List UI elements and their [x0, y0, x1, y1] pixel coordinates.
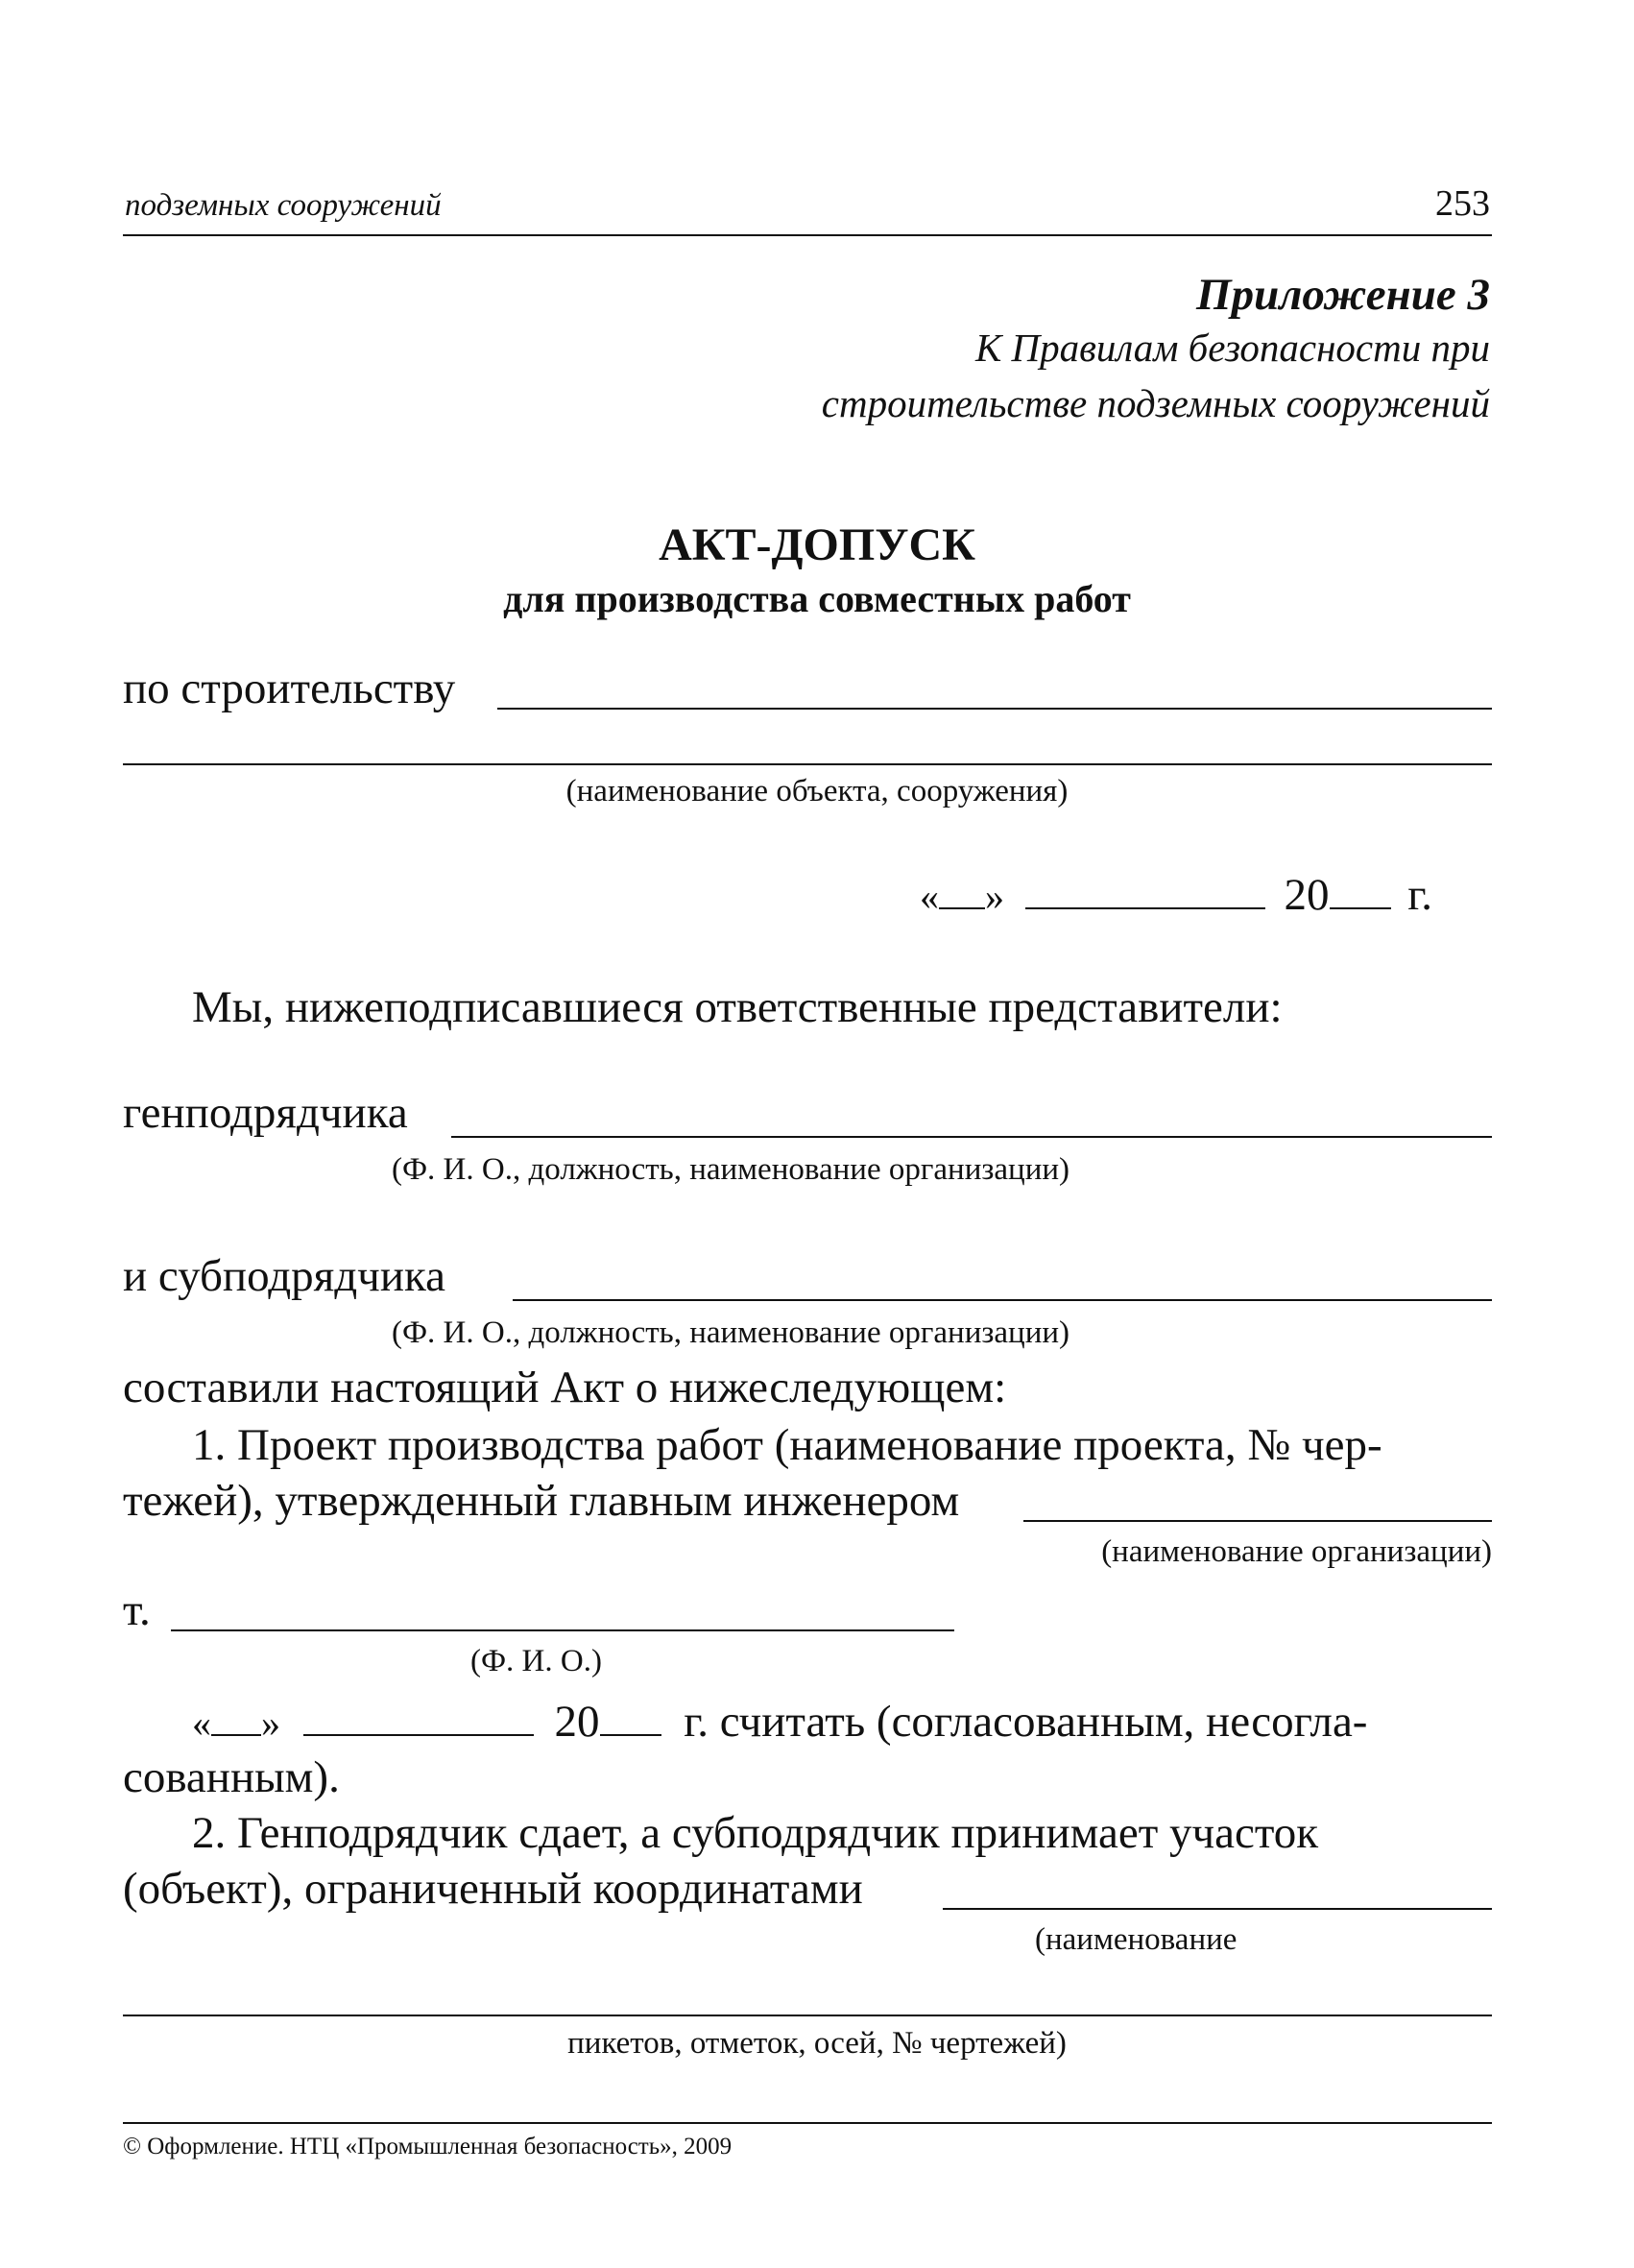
item1-year-blank [600, 1734, 661, 1736]
construction-field [123, 663, 455, 714]
org-blank [1023, 1520, 1492, 1522]
coords-blank-2 [123, 2015, 1492, 2016]
item1-day-blank [211, 1734, 261, 1736]
person-caption-2: (Ф. И. О., должность, наименование организации) [392, 1315, 1070, 1350]
footer-rule [123, 2122, 1492, 2124]
document-subtitle: для производства совместных работ [503, 577, 1131, 620]
appendix-ref-line2: строительстве подземных сооружений [821, 381, 1490, 425]
composed-text: составили настоящий Акт о нижеследующем: [123, 1363, 1007, 1412]
item1-date-suffix: г. считать (согласованным, несогла- [684, 1697, 1368, 1747]
t-blank [171, 1629, 954, 1631]
appendix-label: Приложение 3 [1196, 270, 1490, 320]
item1-line2: тежей), утвержденный главным инженером [123, 1476, 960, 1526]
fio-caption: (Ф. И. О.) [470, 1644, 602, 1678]
date-year-suffix: г. [1407, 870, 1432, 920]
date-line [920, 869, 1432, 921]
construction-blank [497, 708, 1492, 710]
item1-date-close-quote: » [261, 1701, 280, 1745]
org-caption: (наименование организации) [1101, 1534, 1492, 1569]
item1-year-prefix: 20 [554, 1697, 600, 1747]
coords-blank [943, 1908, 1492, 1910]
document-title: АКТ-ДОПУСК [659, 519, 975, 570]
item2-line2: (объект), ограниченный координатами [123, 1864, 863, 1914]
general-contractor-blank [451, 1136, 1492, 1138]
header-rule [123, 234, 1492, 236]
page-number: 253 [1435, 183, 1490, 224]
general-contractor-label: генподрядчика [123, 1088, 408, 1138]
person-caption-1: (Ф. И. О., должность, наименование организации) [392, 1152, 1070, 1187]
item1-date-line [192, 1696, 1367, 1748]
running-title: подземных сооружений [125, 188, 442, 223]
intro-text: Мы, нижеподписавшиеся ответственные представители: [192, 982, 1283, 1032]
construction-blank-2 [123, 763, 1492, 765]
item1-line1: 1. Проект производства работ (наименование проекта, № чер- [192, 1420, 1382, 1470]
naming-caption: (наименование [1035, 1922, 1238, 1957]
date-year-prefix: 20 [1284, 870, 1330, 920]
appendix-ref-line1: К Правилам безопасности при [974, 326, 1490, 370]
item1-month-blank [303, 1734, 534, 1736]
item1-date-open-quote: « [192, 1701, 211, 1745]
date-open-quote: « [920, 875, 939, 918]
date-month-blank [1025, 907, 1265, 909]
date-year-blank [1330, 907, 1391, 909]
construction-label: по строительству [123, 664, 456, 713]
date-close-quote: » [985, 875, 1004, 918]
footer-copyright: © Оформление. НТЦ «Промышленная безопасность», 2009 [123, 2134, 733, 2159]
item1-line4: сованным). [123, 1752, 340, 1802]
object-caption: (наименование объекта, сооружения) [565, 774, 1069, 808]
subcontractor-label: и субподрядчика [123, 1251, 445, 1301]
subcontractor-blank [513, 1299, 1492, 1301]
item2-line1: 2. Генподрядчик сдает, а субподрядчик принимает участок [192, 1808, 1319, 1858]
t-label: т. [123, 1585, 151, 1635]
date-day-blank [939, 907, 985, 909]
pickets-caption: пикетов, отметок, осей, № чертежей) [567, 2026, 1067, 2061]
